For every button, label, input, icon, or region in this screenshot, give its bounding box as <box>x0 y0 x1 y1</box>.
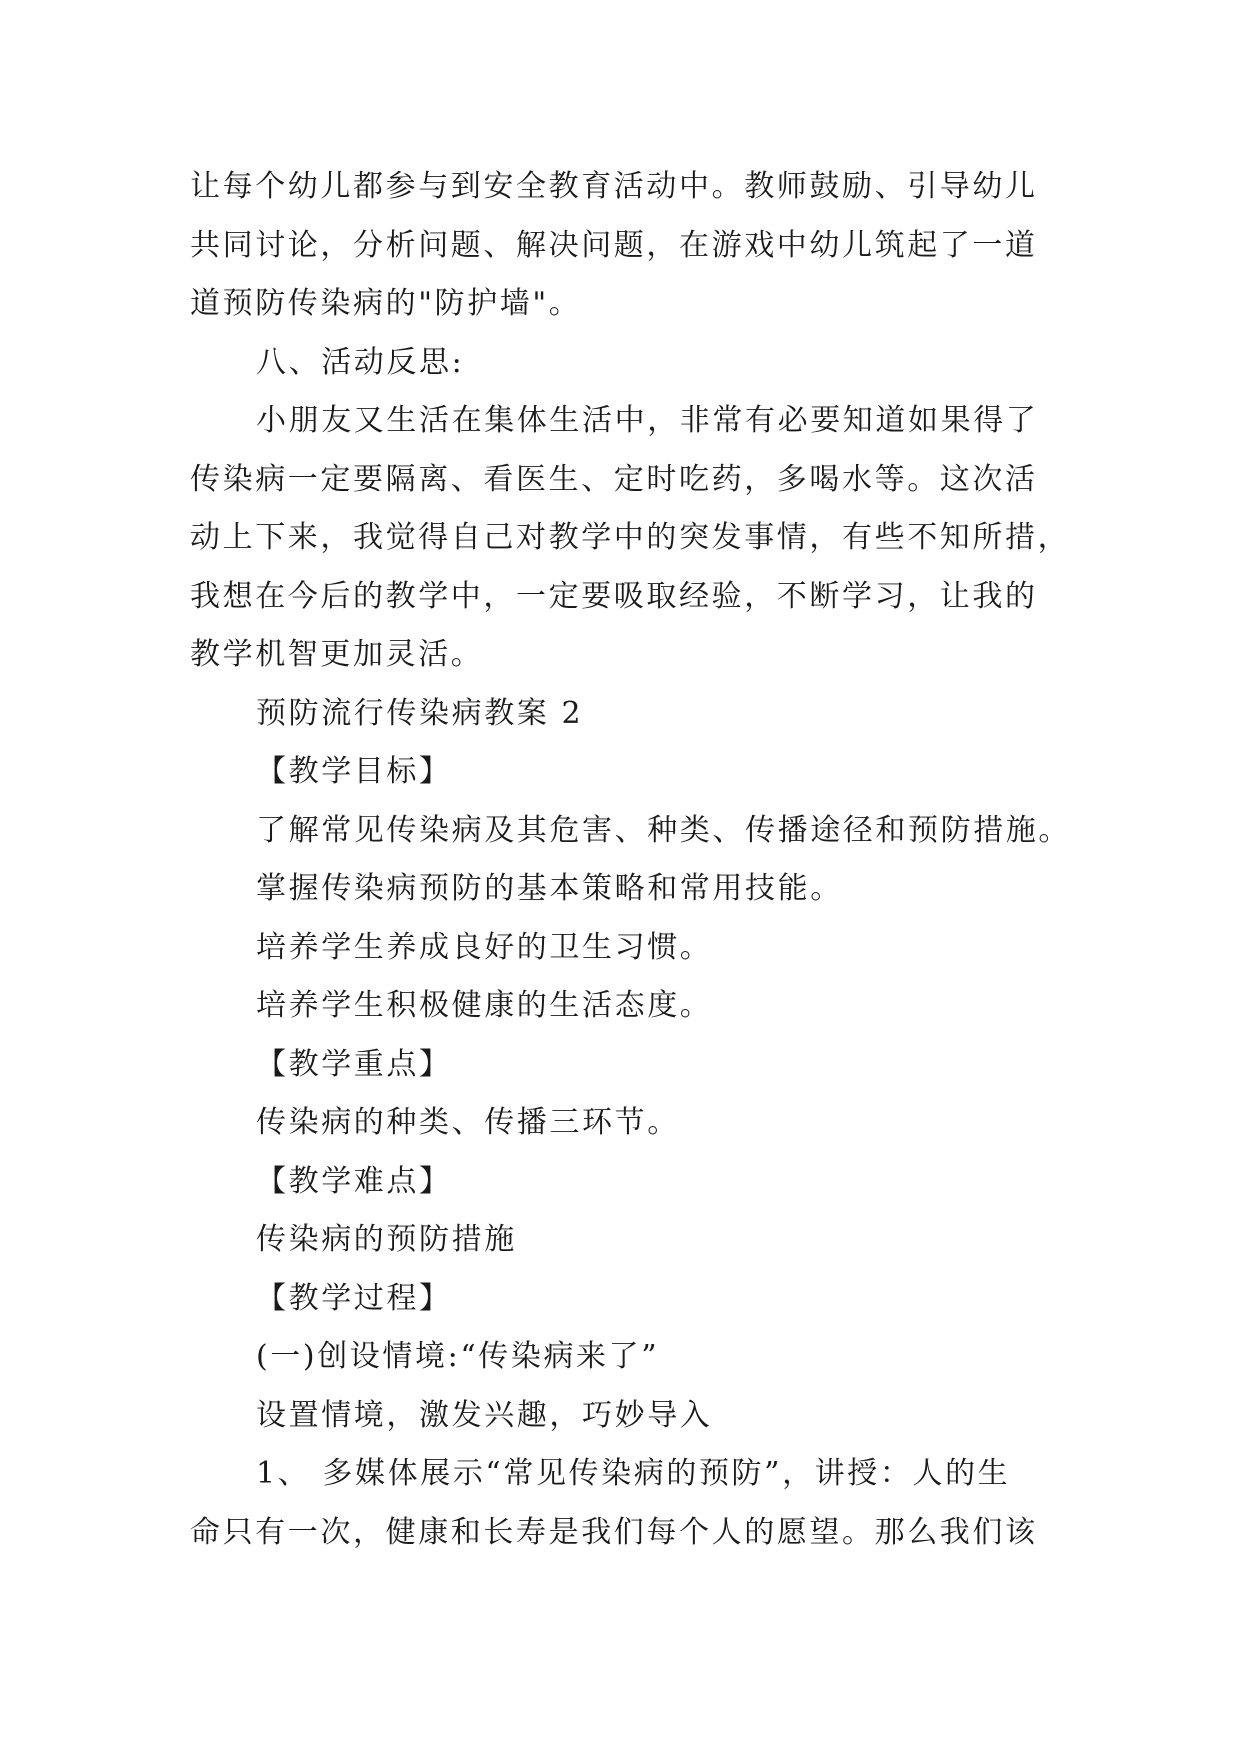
text-line: 掌握传染病预防的基本策略和常用技能。 <box>256 871 843 906</box>
text-line: 1、 多媒体展示“常见传染病的预防”，讲授：人的生 <box>256 1456 1011 1491</box>
section-heading: 【教学目标】 <box>256 754 452 789</box>
text-line: 设置情境，激发兴趣，巧妙导入 <box>256 1397 713 1433</box>
section-heading: 【教学难点】 <box>256 1163 452 1199</box>
text-line: 培养学生积极健康的生活态度。 <box>256 988 713 1023</box>
text-line: 道预防传染病的"防护墙"。 <box>190 286 582 321</box>
document-page <box>190 158 1071 1562</box>
section-heading: 【教学过程】 <box>256 1280 452 1316</box>
section-heading: 八、活动反思: <box>256 344 465 380</box>
text-line: 了解常见传染病及其危害、种类、传播途径和预防措施。 <box>256 812 1071 848</box>
text-line: 小朋友又生活在集体生活中，非常有必要知道如果得了 <box>256 403 1039 438</box>
subsection-heading: (一)创设情境:“传染病来了” <box>256 1339 660 1374</box>
text-line: 命只有一次，健康和长寿是我们每个人的愿望。那么我们该 <box>190 1514 1038 1550</box>
text-line: 培养学生养成良好的卫生习惯。 <box>256 929 713 965</box>
text-line: 我想在今后的教学中，一定要吸取经验，不断学习，让我的 <box>190 578 1038 614</box>
text-line: 传染病一定要隔离、看医生、定时吃药，多喝水等。这次活 <box>190 461 1038 497</box>
text-line: 动上下来，我觉得自己对教学中的突发事情，有些不知所措， <box>190 520 1071 555</box>
section-heading: 【教学重点】 <box>256 1046 452 1082</box>
text-line: 让每个幼儿都参与到安全教育活动中。教师鼓励、引导幼儿 <box>190 169 1038 204</box>
document-title: 预防流行传染病教案 2 <box>256 695 584 731</box>
text-line: 传染病的预防措施 <box>256 1222 517 1257</box>
text-line: 教学机智更加灵活。 <box>190 637 484 672</box>
text-line: 共同讨论，分析问题、解决问题，在游戏中幼儿筑起了一道 <box>190 227 1038 263</box>
text-line: 传染病的种类、传播三环节。 <box>256 1105 680 1140</box>
